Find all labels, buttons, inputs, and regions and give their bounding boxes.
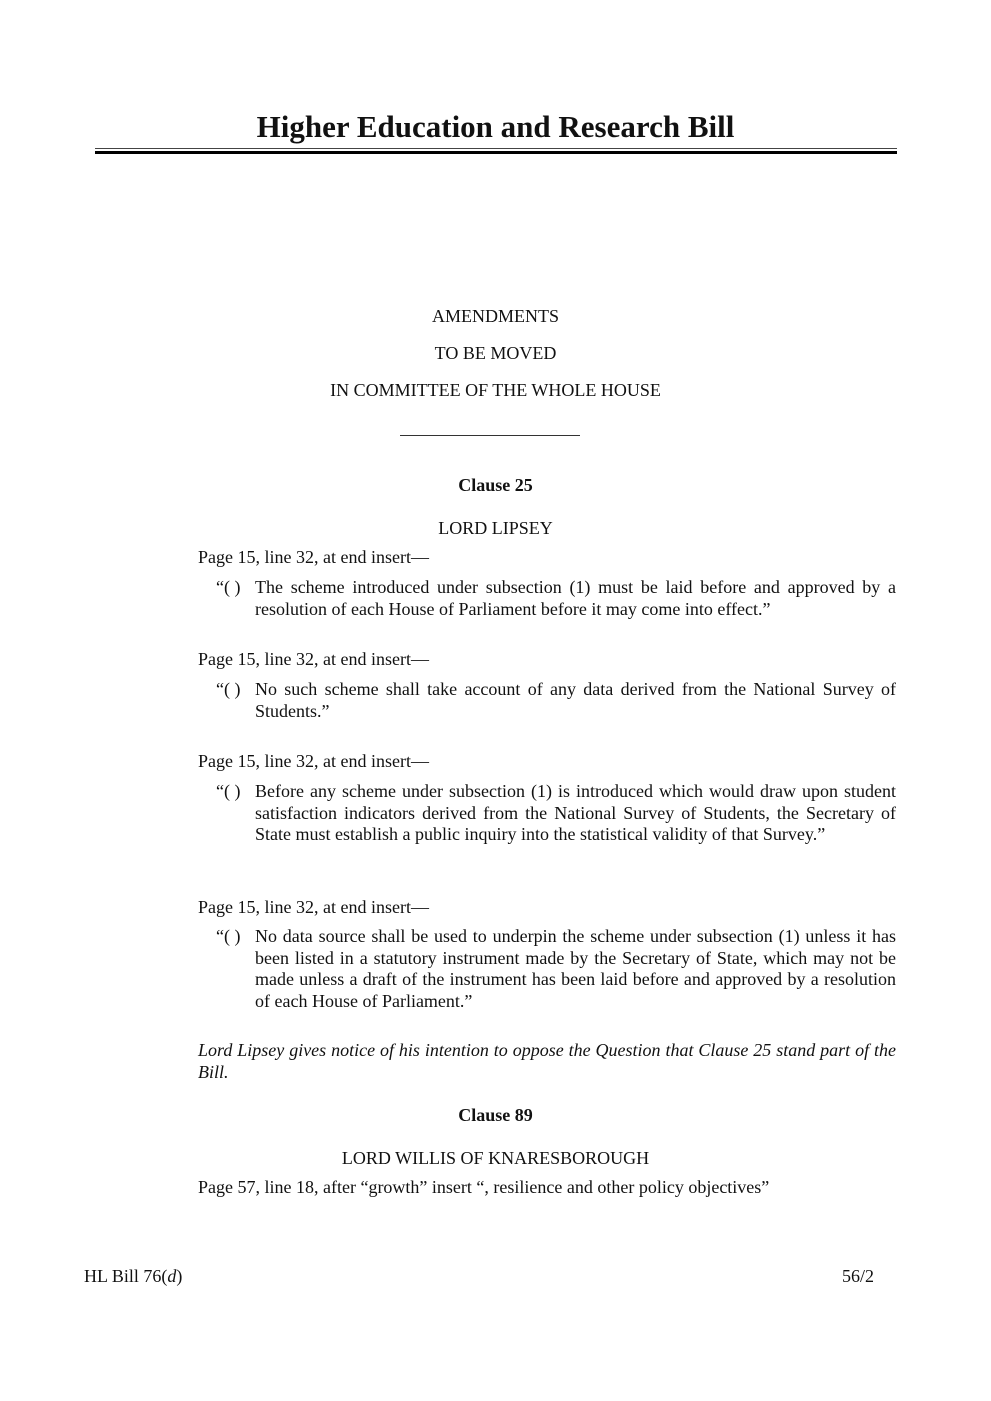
- clause-heading: Clause 89: [458, 1105, 533, 1125]
- title-rule-thick: [95, 151, 897, 154]
- heading-amendments: AMENDMENTS: [431, 306, 559, 326]
- amendment-body: The scheme introduced under subsection (1) must be laid before and approved by a resolution of each House of Parliament before it may come into effect.”: [255, 577, 896, 619]
- amendment-instruction: Page 15, line 32, at end insert—: [198, 649, 429, 669]
- heading-to-be-moved: TO BE MOVED: [434, 343, 557, 363]
- insert-mark: “( ): [216, 679, 241, 699]
- page-number: 56/2: [842, 1266, 875, 1286]
- amendment-text: [216, 679, 896, 722]
- heading-committee: IN COMMITTEE OF THE WHOLE HOUSE: [330, 380, 661, 400]
- bill-reference-suffix: d: [167, 1266, 177, 1286]
- bill-reference-close: ): [176, 1266, 183, 1286]
- amendment-body: Before any scheme under subsection (1) is introduced which would draw upon student satisfaction indicators derived from the National Survey of Students, the Secretary of State must establish a public inquiry into the statistical validity of that Survey.”: [255, 781, 896, 844]
- section-divider: [400, 435, 580, 436]
- insert-mark: “( ): [216, 577, 241, 597]
- amendment-instruction: Page 15, line 32, at end insert—: [198, 547, 429, 567]
- amendment-body: No data source shall be used to underpin the scheme under subsection (1) unless it has been listed in a statutory instrument made by the Secretary of State, which may not be made unless a draft of the instrument has been laid before and approved by a resolution of each House of Parliament.”: [255, 926, 896, 1011]
- clause-heading: Clause 25: [458, 475, 533, 495]
- stand-part-notice: Lord Lipsey gives notice of his intention to oppose the Question that Clause 25 stand part of the Bill.: [198, 1040, 896, 1082]
- amendment-text: [216, 926, 896, 1012]
- amendment-text: [216, 577, 896, 620]
- amendment-instruction: Page 15, line 32, at end insert—: [198, 897, 429, 917]
- amendment-instruction: Page 57, line 18, after “growth” insert “, resilience and other policy objectives”: [198, 1177, 770, 1197]
- amendment-instruction: Page 15, line 32, at end insert—: [198, 751, 429, 771]
- insert-mark: “( ): [216, 781, 241, 801]
- member-name: LORD LIPSEY: [438, 518, 553, 538]
- amendment-body: No such scheme shall take account of any data derived from the National Survey of Students.”: [255, 679, 896, 721]
- member-name: LORD WILLIS OF KNARESBOROUGH: [341, 1148, 650, 1168]
- insert-mark: “( ): [216, 926, 241, 946]
- title-rule-thin: [95, 148, 897, 149]
- bill-reference: [84, 1266, 182, 1288]
- document-title: Higher Education and Research Bill: [256, 109, 735, 144]
- bill-reference-text: HL Bill 76(: [84, 1266, 168, 1286]
- amendment-text: [216, 781, 896, 846]
